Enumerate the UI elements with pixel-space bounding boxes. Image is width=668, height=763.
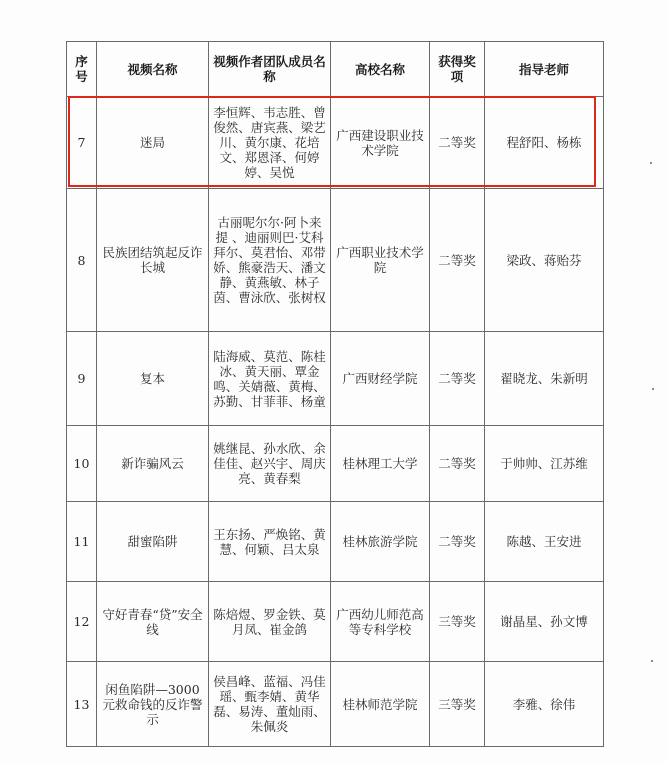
cell-school: 桂林理工大学 — [331, 426, 430, 502]
cell-award: 二等奖 — [430, 332, 485, 426]
cell-title: 守好青春“贷”安全线 — [97, 582, 209, 662]
cell-school: 桂林旅游学院 — [331, 502, 430, 582]
table-row — [67, 332, 604, 426]
cell-title: 复本 — [97, 332, 209, 426]
cell-advisor: 于帅帅、江苏维 — [485, 426, 604, 502]
cell-advisor: 谢晶星、孙文博 — [485, 582, 604, 662]
cell-members: 侯昌峰、蓝福、冯佳瑶、甄李婧、黄华磊、易涛、董灿雨、朱佩炎 — [209, 662, 331, 747]
cell-index: 12 — [67, 582, 97, 662]
scan-speck — [650, 162, 652, 164]
header-school: 高校名称 — [331, 42, 430, 97]
header-award: 获得奖项 — [430, 42, 485, 97]
scan-speck — [652, 388, 654, 390]
cell-advisor: 程舒阳、杨栋 — [485, 97, 604, 189]
cell-title: 民族团结筑起反诈长城 — [97, 189, 209, 332]
cell-school: 广西职业技术学院 — [331, 189, 430, 332]
cell-advisor: 梁政、蒋贻芬 — [485, 189, 604, 332]
cell-award: 二等奖 — [430, 189, 485, 332]
cell-award: 二等奖 — [430, 502, 485, 582]
cell-award: 三等奖 — [430, 662, 485, 747]
cell-index: 7 — [67, 97, 97, 189]
table-header-row — [67, 42, 604, 97]
cell-advisor: 李雅、徐伟 — [485, 662, 604, 747]
table-row — [67, 662, 604, 747]
cell-index: 8 — [67, 189, 97, 332]
cell-title: 闲鱼陷阱—3000元救命钱的反诈警示 — [97, 662, 209, 747]
cell-school: 广西财经学院 — [331, 332, 430, 426]
cell-advisor: 陈越、王安进 — [485, 502, 604, 582]
awards-table — [66, 41, 604, 747]
cell-members: 王东扬、严焕铭、黄慧、何颖、吕太泉 — [209, 502, 331, 582]
cell-title: 甜蜜陷阱 — [97, 502, 209, 582]
cell-index: 11 — [67, 502, 97, 582]
cell-award: 二等奖 — [430, 426, 485, 502]
scan-speck — [651, 660, 653, 662]
cell-advisor: 翟晓龙、朱新明 — [485, 332, 604, 426]
header-advisor: 指导老师 — [485, 42, 604, 97]
cell-title: 新诈骗风云 — [97, 426, 209, 502]
table-row — [67, 426, 604, 502]
cell-award: 三等奖 — [430, 582, 485, 662]
cell-award: 二等奖 — [430, 97, 485, 189]
cell-index: 10 — [67, 426, 97, 502]
cell-members: 姚继昆、孙水欣、余佳佳、赵兴宇、周庆亮、黄春梨 — [209, 426, 331, 502]
cell-members: 陆海威、莫范、陈桂冰、黄天丽、覃金鸣、关婧薇、黄梅、苏勤、甘菲菲、杨童 — [209, 332, 331, 426]
cell-title: 迷局 — [97, 97, 209, 189]
cell-school: 桂林师范学院 — [331, 662, 430, 747]
cell-members: 古丽呢尔尔·阿卜来提 、迪丽则巴·艾科拜尔、莫君怡、邓带娇、熊豪浩天、潘文静、黄燕敏、林子茵、曹泳欣、张树权 — [209, 189, 331, 332]
cell-index: 9 — [67, 332, 97, 426]
cell-members: 陈焙煜、罗金铁、莫月凤、崔金鸽 — [209, 582, 331, 662]
header-title: 视频名称 — [97, 42, 209, 97]
table-row — [67, 189, 604, 332]
table-row — [67, 97, 604, 189]
cell-index: 13 — [67, 662, 97, 747]
cell-members: 李恒辉、韦志胜、曾俊然、唐宾燕、梁艺川、黄尔康、花培文、郑恩泽、何婷婷、吴悦 — [209, 97, 331, 189]
cell-school: 广西建设职业技术学院 — [331, 97, 430, 189]
table-row — [67, 502, 604, 582]
table-row — [67, 582, 604, 662]
header-index: 序号 — [67, 42, 97, 97]
header-members: 视频作者团队成员名称 — [209, 42, 331, 97]
cell-school: 广西幼儿师范高等专科学校 — [331, 582, 430, 662]
